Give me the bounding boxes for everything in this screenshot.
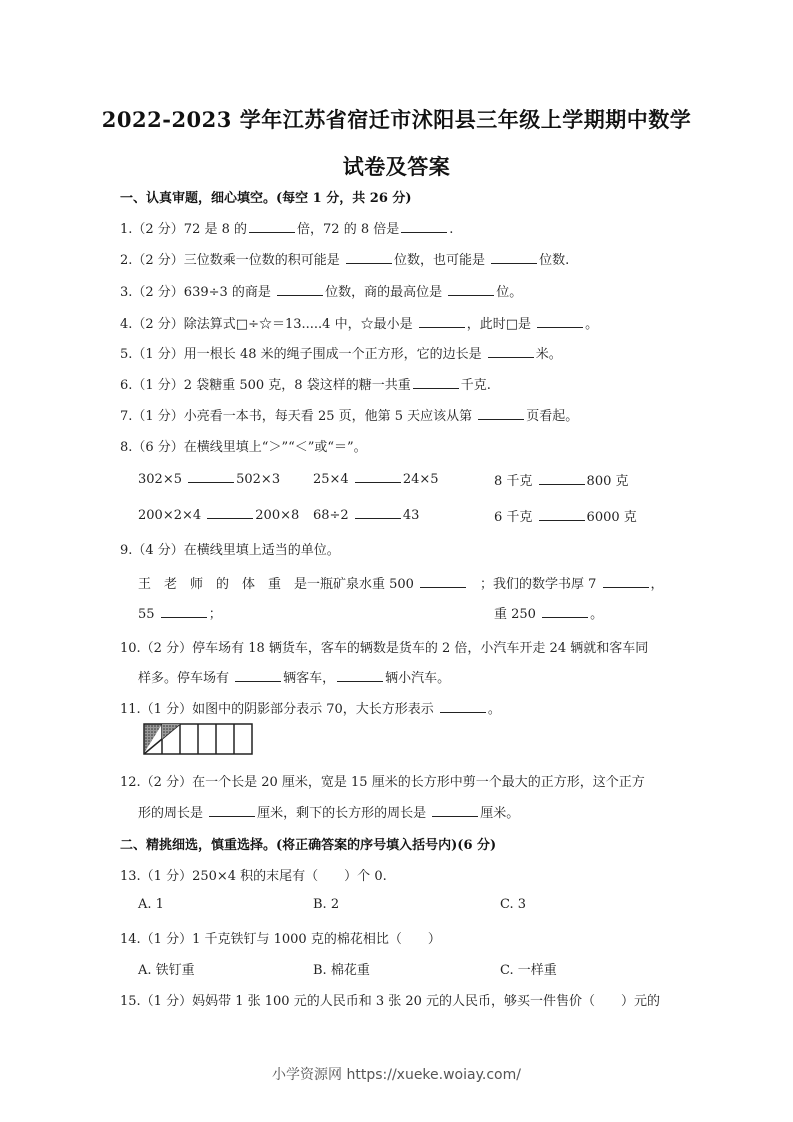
q9-line1-left bbox=[138, 573, 468, 592]
q7-text-b: 页看起。 bbox=[526, 409, 579, 424]
q4-blank-1[interactable] bbox=[419, 315, 465, 328]
q9-text-2d: 。 bbox=[590, 607, 604, 622]
page-title-line1: 2022-2023 学年江苏省宿迁市沭阳县三年级上学期期中数学 bbox=[101, 107, 692, 132]
q8-r2-c1 bbox=[138, 506, 299, 523]
q7-blank-1[interactable] bbox=[478, 407, 524, 420]
q9-blank-3[interactable] bbox=[161, 605, 207, 618]
q6-text-b: 千克. bbox=[460, 378, 491, 393]
question-7 bbox=[120, 405, 578, 424]
q11-blank-1[interactable] bbox=[440, 700, 486, 713]
q5-blank-1[interactable] bbox=[488, 345, 534, 358]
footer-watermark: 小学资源网 https://xueke.woiay.com/ bbox=[272, 1067, 521, 1083]
page-title-line2: 试卷及答案 bbox=[342, 154, 451, 179]
q9-blank-2[interactable] bbox=[603, 575, 649, 588]
q12-text-a: 形的周长是 bbox=[138, 806, 208, 821]
q4-text-c: 。 bbox=[585, 317, 599, 332]
q8-r1-c3 bbox=[494, 470, 629, 489]
q8-r2-c3-left: 6 千克 bbox=[494, 510, 537, 525]
q8-r2-c2 bbox=[313, 506, 419, 523]
q10-text-c: 辆小汽车。 bbox=[385, 671, 451, 686]
q2-text-b: 位数，也可能是 bbox=[393, 253, 490, 268]
q6-text-a: 6.（1 分）2 袋糖重 500 克，8 袋这样的糖一共重 bbox=[120, 378, 411, 393]
q10-text-b: 辆客车， bbox=[283, 671, 336, 686]
q12-blank-1[interactable] bbox=[209, 804, 255, 817]
q8-r1-c1-blank[interactable] bbox=[188, 470, 234, 483]
question-12-line2 bbox=[138, 802, 519, 821]
q13-option-a[interactable]: A. 1 bbox=[138, 897, 164, 912]
section2-heading: 二、精挑细选，慎重选择。(将正确答案的序号填入括号内)(6 分) bbox=[120, 838, 497, 853]
q2-text-a: 2.（2 分）三位数乘一位数的积可能是 bbox=[120, 253, 344, 268]
q11-text-b: 。 bbox=[487, 702, 501, 717]
question-13-stem: 13.（1 分）250×4 积的末尾有（ ）个 0. bbox=[120, 869, 387, 884]
q8-r2-c3-right: 6000 克 bbox=[586, 510, 637, 525]
q1-text-b: 倍，72 的 8 倍是 bbox=[297, 222, 400, 237]
q1-text-a: 1.（2 分）72 是 8 的 bbox=[120, 222, 248, 237]
q4-blank-2[interactable] bbox=[537, 315, 583, 328]
q8-r2-c1-left: 200×2×4 bbox=[138, 508, 206, 523]
q12-text-c: 厘米。 bbox=[480, 806, 520, 821]
q8-r1-c3-left: 8 千克 bbox=[494, 474, 537, 489]
q8-r1-c3-blank[interactable] bbox=[539, 472, 585, 485]
q3-text-a: 3.（2 分）639÷3 的商是 bbox=[120, 285, 276, 300]
question-10-line2 bbox=[138, 667, 450, 686]
q13-option-c[interactable]: C. 3 bbox=[500, 897, 527, 912]
q10-blank-2[interactable] bbox=[337, 669, 383, 682]
question-8-stem: 8.（6 分）在横线里填上“＞”“＜”或“＝”。 bbox=[120, 440, 367, 455]
q13-option-b[interactable]: B. 2 bbox=[313, 897, 340, 912]
q2-blank-1[interactable] bbox=[346, 251, 392, 264]
q8-r1-c1-right: 502×3 bbox=[236, 472, 281, 487]
q8-r2-c1-right: 200×8 bbox=[255, 508, 300, 523]
q6-blank-1[interactable] bbox=[413, 376, 459, 389]
q14-option-c[interactable]: C. 一样重 bbox=[500, 963, 557, 978]
question-11 bbox=[120, 698, 501, 717]
question-12-line1: 12.（2 分）在一个长是 20 厘米，宽是 15 厘米的长方形中剪一个最大的正方形，这个正方 bbox=[120, 775, 645, 790]
q8-r2-c2-left: 68÷2 bbox=[313, 508, 353, 523]
q9-text-1a: 王 老 师 的 体 重 是一瓶矿泉水重 500 bbox=[138, 577, 419, 592]
q1-blank-1[interactable] bbox=[249, 220, 295, 233]
question-15-stem: 15.（1 分）妈妈带 1 张 100 元的人民币和 3 张 20 元的人民币，够买一件售价（ ）元的 bbox=[120, 994, 661, 1009]
q10-text-a: 样多。停车场有 bbox=[138, 671, 234, 686]
q4-text-a: 4.（2 分）除法算式□÷☆＝13.....4 中，☆最小是 bbox=[120, 317, 417, 332]
q11-rectangle-figure bbox=[142, 722, 254, 760]
q8-r1-c2-right: 24×5 bbox=[402, 472, 439, 487]
q2-text-c: 位数. bbox=[539, 253, 570, 268]
q3-text-b: 位数，商的最高位是 bbox=[325, 285, 447, 300]
q9-line2-right bbox=[494, 603, 603, 622]
question-9-stem: 9.（4 分）在横线里填上适当的单位。 bbox=[120, 543, 340, 558]
q3-blank-1[interactable] bbox=[277, 283, 323, 296]
shaded-rectangle-icon bbox=[142, 722, 254, 756]
question-6 bbox=[120, 374, 491, 393]
q14-option-a[interactable]: A. 铁钉重 bbox=[138, 963, 195, 978]
q9-blank-4[interactable] bbox=[542, 605, 588, 618]
q14-option-b[interactable]: B. 棉花重 bbox=[313, 963, 370, 978]
q8-r1-c3-right: 800 克 bbox=[586, 474, 629, 489]
q8-r2-c2-right: 43 bbox=[402, 508, 420, 523]
q8-r1-c2-left: 25×4 bbox=[313, 472, 353, 487]
q9-text-1c: ， bbox=[650, 577, 664, 592]
question-3 bbox=[120, 281, 522, 300]
q12-text-b: 厘米，剩下的长方形的周长是 bbox=[257, 806, 431, 821]
q8-r1-c2-blank[interactable] bbox=[355, 470, 401, 483]
question-1 bbox=[120, 218, 453, 237]
q7-text-a: 7.（1 分）小亮看一本书，每天看 25 页，他第 5 天应该从第 bbox=[120, 409, 477, 424]
q3-blank-2[interactable] bbox=[448, 283, 494, 296]
q1-blank-2[interactable] bbox=[401, 220, 447, 233]
q3-text-c: 位。 bbox=[496, 285, 523, 300]
q8-r1-c2 bbox=[313, 470, 439, 487]
section1-heading: 一、认真审题，细心填空。(每空 1 分，共 26 分) bbox=[120, 191, 412, 206]
q8-r2-c1-blank[interactable] bbox=[207, 506, 253, 519]
q9-text-2b: ； bbox=[208, 607, 222, 622]
question-10-line1: 10.（2 分）停车场有 18 辆货车，客车的辆数是货车的 2 倍，小汽车开走 24 辆就和客车同 bbox=[120, 641, 649, 656]
q9-line2-left bbox=[138, 603, 222, 622]
q9-blank-1[interactable] bbox=[420, 575, 466, 588]
q9-text-2a: 55 bbox=[138, 607, 159, 622]
q8-r2-c3-blank[interactable] bbox=[539, 508, 585, 521]
q9-line1-right bbox=[480, 573, 664, 592]
question-2 bbox=[120, 249, 569, 268]
q12-blank-2[interactable] bbox=[432, 804, 478, 817]
q1-text-c: . bbox=[449, 222, 454, 237]
q8-r1-c1 bbox=[138, 470, 280, 487]
q2-blank-2[interactable] bbox=[491, 251, 537, 264]
q8-r2-c2-blank[interactable] bbox=[355, 506, 401, 519]
q8-r1-c1-left: 302×5 bbox=[138, 472, 187, 487]
q9-text-2c: 重 250 bbox=[494, 607, 541, 622]
q5-text-a: 5.（1 分）用一根长 48 米的绳子围成一个正方形，它的边长是 bbox=[120, 347, 486, 362]
q10-blank-1[interactable] bbox=[235, 669, 281, 682]
q4-text-b: ，此时□是 bbox=[466, 317, 536, 332]
q5-text-b: 米。 bbox=[535, 347, 562, 362]
q8-r2-c3 bbox=[494, 506, 637, 525]
question-14-stem: 14.（1 分）1 千克铁钉与 1000 克的棉花相比（ ） bbox=[120, 932, 441, 947]
q9-text-1b: ；我们的数学书厚 7 bbox=[480, 577, 601, 592]
question-4 bbox=[120, 313, 598, 332]
question-5 bbox=[120, 343, 562, 362]
q11-text-a: 11.（1 分）如图中的阴影部分表示 70，大长方形表示 bbox=[120, 702, 438, 717]
